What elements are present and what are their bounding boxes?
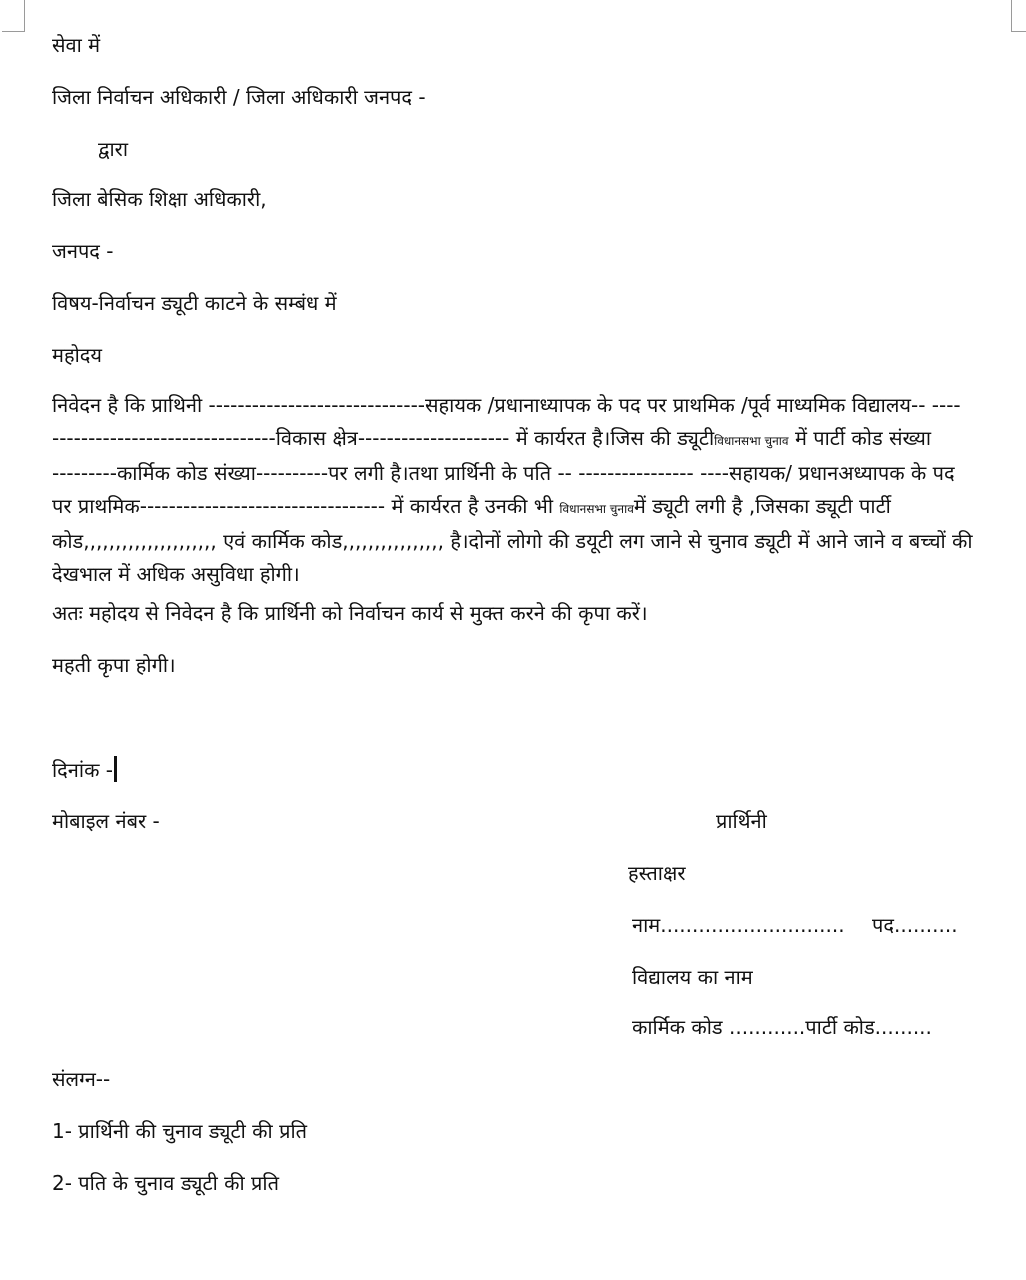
election-small-text: विधानसभा चुनाव [714, 433, 789, 448]
school-name-label: विद्यालय का नाम [632, 965, 753, 989]
mobile-label: मोबाइल नंबर - [52, 809, 160, 833]
applicant-label: प्रार्थिनी [716, 809, 767, 833]
post-field-label: पद.......... [872, 913, 958, 937]
enclosure-item: 2- पति के चुनाव ड्यूटी की प्रति [52, 1171, 279, 1195]
body-line-2: -------------------------------विकास क्षेत्र--------------------- में कार्यरत है।जिस की ड्यूटीविधानसभा चुनाव में पार्टी कोड संख्या [52, 425, 932, 450]
via-officer: जिला बेसिक शिक्षा अधिकारी, [52, 187, 267, 211]
body-line-1: निवेदन है कि प्राथिनी ------------------------------सहायक /प्रधानाध्यापक के पद पर प्राथमिक /पूर्व माध्यमिक विद्यालय-- ---- [52, 393, 961, 417]
enclosure-title: संलग्न-- [52, 1067, 111, 1091]
text-cursor [114, 756, 117, 782]
body-line-6: देखभाल में अधिक असुविधा होगी। [52, 561, 300, 586]
greeting: महोदय [52, 343, 102, 367]
closing-line: महती कृपा होगी। [52, 653, 176, 677]
request-line: अतः महोदय से निवेदन है कि प्रार्थिनी को निर्वाचन कार्य से मुक्त करने की कृपा करें। [52, 601, 648, 625]
date-field[interactable] [52, 756, 117, 783]
signature-label: हस्ताक्षर [628, 861, 686, 885]
election-small-text: विधानसभा चुनाव [559, 501, 634, 516]
page-corner-mark-left [2, 0, 25, 32]
code-field-label: कार्मिक कोड ............पार्टी कोड......... [632, 1015, 932, 1039]
name-field-label: नाम............................. [632, 913, 845, 937]
page-corner-mark-right [1011, 0, 1026, 32]
body-line-4: पर प्राथमिक---------------------------------- में कार्यरत है उनकी भी विधानसभा चुनावमें ड्यूटी लगी है ,जिसका ड्यूटी पार्टी [52, 493, 891, 518]
district-line: जनपद - [52, 239, 114, 263]
via-label: द्वारा [98, 137, 129, 161]
letter-body-paragraph [52, 389, 1014, 590]
recipient-line: जिला निर्वाचन अधिकारी / जिला अधिकारी जनपद - [52, 85, 426, 109]
body-line-3: ---------कार्मिक कोड संख्या----------पर लगी है।तथा प्रार्थिनी के पति -- ---------------- ----सहायक/ प्रधानअध्यापक के पद [52, 461, 955, 485]
enclosure-item: 1- प्रार्थिनी की चुनाव ड्यूटी की प्रति [52, 1119, 308, 1143]
subject-line: विषय-निर्वाचन ड्यूटी काटने के सम्बंध में [52, 291, 337, 315]
salutation-to: सेवा में [52, 33, 101, 57]
date-label: दिनांक - [52, 758, 114, 782]
body-line-5: कोड,,,,,,,,,,,,,,,,,,,,, एवं कार्मिक कोड,,,,,,,,,,,,,,,, है।दोनों लोगो की डयूटी लग जाने से चुनाव ड्यूटी में आने जाने व बच्चों की [52, 529, 973, 553]
